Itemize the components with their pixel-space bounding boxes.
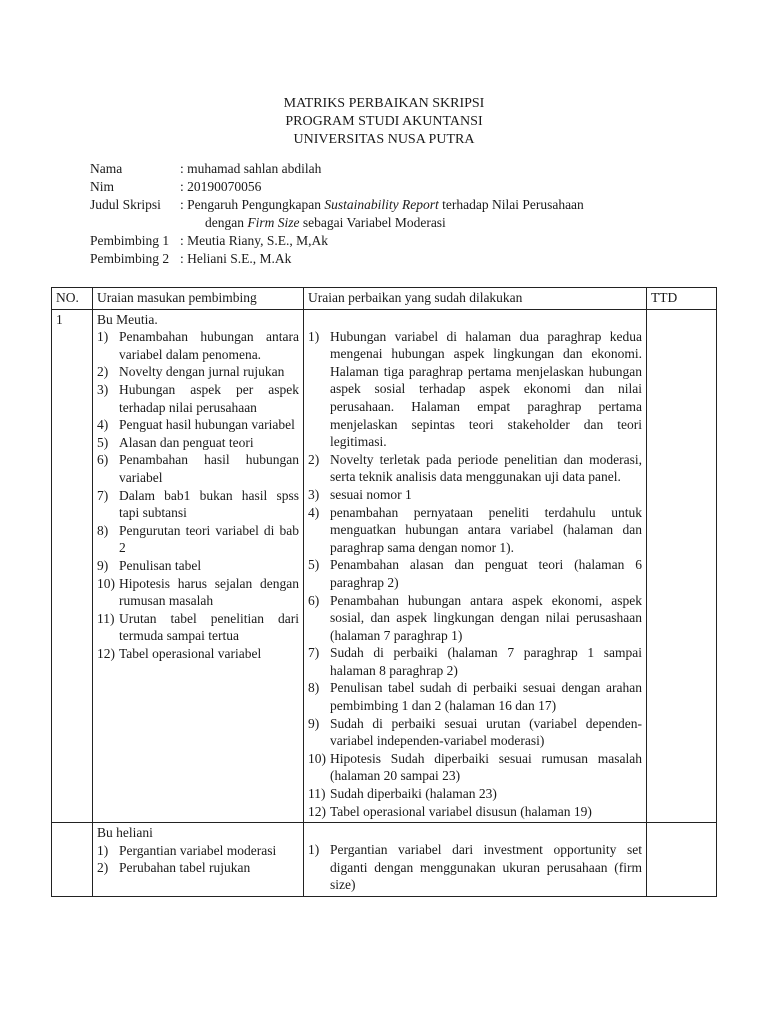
item-number: 3)	[308, 486, 320, 502]
item-number: 6)	[97, 452, 109, 468]
nama-label: Nama	[90, 161, 123, 176]
nim-value: : 20190070056	[180, 179, 262, 194]
item-text: Sudah di perbaiki sesuai urutan (variabel dependen-variabel independen-variabel moderasi)	[330, 715, 642, 749]
advisor-input-list	[97, 328, 299, 662]
judul-value	[180, 196, 690, 214]
item-text: Penambahan hubungan antara aspek ekonomi, aspek sosial, dan aspek lingkungan dengan nilai perusashaan (halaman 7 paraghrap 1)	[330, 592, 642, 643]
advisor-name: Bu heliani	[97, 825, 153, 841]
list-item	[97, 557, 299, 575]
row-number-empty	[52, 823, 93, 897]
item-text: sesuai nomor 1	[330, 486, 412, 502]
table-header-row	[52, 288, 717, 310]
list-item	[308, 785, 642, 803]
revision-list	[308, 328, 642, 821]
item-number: 8)	[308, 680, 320, 696]
item-text: Sudah di perbaiki (halaman 7 paraghrap 1 sampai halaman 8 paraghrap 2)	[330, 645, 642, 678]
list-item	[308, 644, 642, 679]
info-judul-line2	[90, 214, 690, 232]
pembimbing1-value: : Meutia Riany, S.E., M,Ak	[180, 233, 328, 248]
item-number: 1)	[97, 842, 109, 858]
item-text: Sudah diperbaiki (halaman 23)	[330, 786, 497, 802]
advisor-input-list	[97, 842, 299, 877]
header-ttd: TTD	[647, 288, 717, 310]
item-number: 7)	[308, 645, 320, 661]
item-text: penambahan pernyataan peneliti terdahulu untuk menguatkan hubungan antara variabel (halaman dan paraghrap sama dengan nomor 1).	[330, 504, 642, 555]
advisor-input-cell	[93, 823, 304, 897]
item-text: Pergantian variabel dari investment opportunity set diganti dengan menggunakan ukuran perusahaan (firm size)	[330, 842, 642, 893]
item-text: Tabel operasional variabel disusun (halaman 19)	[330, 803, 592, 819]
judul-label: Judul Skripsi	[90, 197, 161, 212]
item-text: Penambahan alasan dan penguat teori (halaman 6 paraghrap 2)	[330, 557, 642, 590]
pembimbing2-value: : Heliani S.E., M.Ak	[180, 251, 292, 266]
item-number: 9)	[308, 715, 320, 731]
list-item	[308, 803, 642, 821]
info-pembimbing-1	[90, 232, 690, 250]
item-text: Hipotesis Sudah diperbaiki sesuai rumusan masalah (halaman 20 sampai 23)	[330, 750, 642, 784]
document-title: MATRIKS PERBAIKAN SKRIPSI	[283, 96, 485, 111]
item-text: Penambahan hubungan antara variabel dalam penomena.	[119, 329, 299, 362]
list-item	[308, 451, 642, 486]
item-number: 5)	[97, 434, 109, 450]
list-item	[97, 451, 299, 486]
list-item	[97, 381, 299, 416]
judul-line2-suffix: sebagai Variabel Moderasi	[299, 215, 446, 230]
item-text: Alasan dan penguat teori	[119, 434, 254, 450]
list-item	[97, 328, 299, 363]
list-item	[308, 592, 642, 645]
program-title: PROGRAM STUDI AKUNTANSI	[285, 114, 483, 129]
item-number: 10)	[97, 575, 115, 591]
item-text: Hubungan variabel di halaman dua paraghrap kedua mengenai hubungan aspek lingkungan dan ekonomi. Halaman tiga paraghrap pertama menjelaskan hubungan aspek sosial terhadap aspek ekonomi dan nilai perusahaan. Halaman empat paraghrap pertama menjelaskan sepintas teori stakeholder dan teori legitimasi.	[330, 328, 642, 450]
item-number: 12)	[97, 645, 115, 661]
item-number: 9)	[97, 557, 109, 573]
item-number: 8)	[97, 522, 109, 538]
info-pembimbing-2	[90, 250, 690, 268]
table-row	[52, 823, 717, 897]
info-judul	[90, 196, 690, 214]
item-text: Penguat hasil hubungan variabel	[119, 417, 295, 433]
list-item	[97, 416, 299, 434]
signature-cell	[647, 309, 717, 823]
item-text: Urutan tabel penelitian dari termuda sampai tertua	[119, 610, 299, 644]
item-number: 2)	[308, 451, 320, 467]
list-item	[308, 715, 642, 750]
item-number: 4)	[97, 417, 109, 433]
item-text: Novelty terletak pada periode penelitian dan moderasi, serta teknik analisis data menggunakan uji data panel.	[330, 451, 642, 485]
list-item	[308, 504, 642, 557]
item-text: Pengurutan teori variabel di bab 2	[119, 522, 299, 556]
revision-matrix-table	[51, 287, 717, 897]
university-title: UNIVERSITAS NUSA PUTRA	[293, 132, 475, 147]
item-number: 4)	[308, 504, 320, 520]
item-text: Penambahan hasil hubungan variabel	[119, 452, 299, 485]
item-number: 2)	[97, 364, 109, 380]
item-text: Pergantian variabel moderasi	[119, 842, 277, 858]
judul-emphasis-2: Firm Size	[247, 215, 300, 230]
item-number: 3)	[97, 381, 109, 397]
header-no: NO.	[52, 288, 93, 310]
item-text: Penulisan tabel	[119, 557, 202, 573]
item-number: 1)	[97, 329, 109, 345]
item-number: 6)	[308, 592, 320, 608]
judul-line2-prefix: dengan	[205, 215, 248, 230]
list-item	[308, 328, 642, 451]
list-item	[308, 486, 642, 504]
judul-value-line2	[90, 214, 690, 232]
list-item	[97, 645, 299, 663]
item-number: 7)	[97, 487, 109, 503]
judul-mid: terhadap Nilai Perusahaan	[438, 197, 584, 212]
item-number: 10)	[308, 750, 326, 766]
advisor-input-cell	[93, 309, 304, 823]
list-item	[97, 575, 299, 610]
list-item	[308, 679, 642, 714]
item-text: Penulisan tabel sudah di perbaiki sesuai dengan arahan pembimbing 1 dan 2 (halaman 16 dan 17)	[330, 680, 642, 714]
list-item	[97, 610, 299, 645]
item-number: 1)	[308, 328, 320, 344]
list-item	[97, 363, 299, 381]
student-info	[90, 160, 690, 268]
list-item	[97, 842, 299, 860]
item-text: Perubahan tabel rujukan	[119, 860, 251, 876]
list-item	[308, 750, 642, 785]
header-masukan: Uraian masukan pembimbing	[93, 288, 304, 310]
table-row	[52, 309, 717, 823]
item-number: 5)	[308, 557, 320, 573]
list-item	[97, 859, 299, 877]
judul-prefix: : Pengaruh Pengungkapan	[180, 197, 325, 212]
list-item	[308, 841, 642, 894]
item-text: Dalam bab1 bukan hasil spss tapi subtansi	[119, 487, 299, 521]
revision-cell	[304, 823, 647, 897]
revision-list	[308, 841, 642, 894]
list-item	[97, 434, 299, 452]
item-number: 11)	[308, 786, 326, 802]
pembimbing2-label: Pembimbing 2	[90, 251, 170, 266]
item-number: 12)	[308, 803, 326, 819]
item-number: 1)	[308, 842, 320, 858]
nim-label: Nim	[90, 179, 115, 194]
item-number: 11)	[97, 610, 115, 626]
list-item	[308, 556, 642, 591]
row-number: 1	[52, 309, 93, 823]
info-nim	[90, 178, 690, 196]
item-text: Novelty dengan jurnal rujukan	[119, 364, 285, 380]
signature-cell	[647, 823, 717, 897]
list-item	[97, 522, 299, 557]
info-nama	[90, 160, 690, 178]
nama-value: : muhamad sahlan abdilah	[180, 161, 322, 176]
item-text: Hipotesis harus sejalan dengan rumusan masalah	[119, 575, 299, 609]
item-text: Tabel operasional variabel	[119, 645, 262, 661]
revision-cell	[304, 309, 647, 823]
item-number: 2)	[97, 860, 109, 876]
header-perbaikan: Uraian perbaikan yang sudah dilakukan	[304, 288, 647, 310]
advisor-name: Bu Meutia.	[97, 311, 158, 327]
judul-emphasis-1: Sustainability Report	[324, 197, 439, 212]
pembimbing1-label: Pembimbing 1	[90, 233, 170, 248]
list-item	[97, 487, 299, 522]
item-text: Hubungan aspek per aspek terhadap nilai perusahaan	[119, 381, 299, 415]
